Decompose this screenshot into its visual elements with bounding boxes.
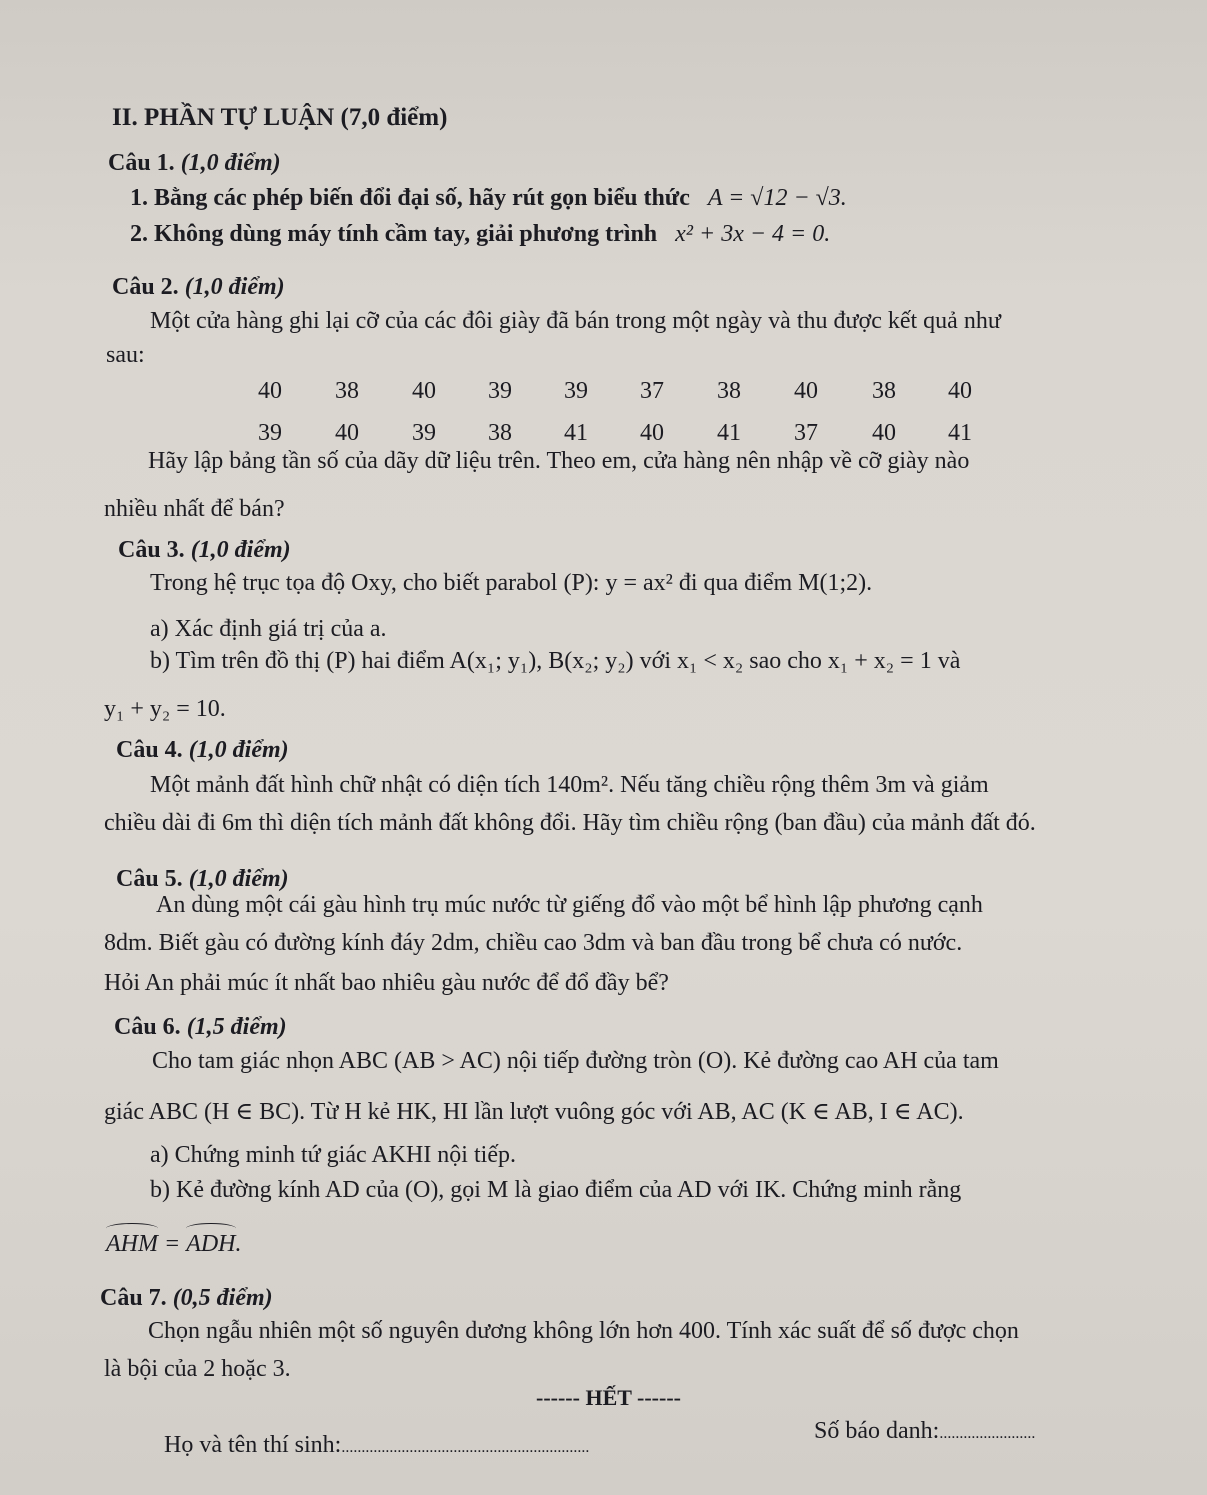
q2-line-3: Hãy lập bảng tần số của dãy dữ liệu trên. Theo em, cửa hàng nên nhập về cỡ giày nào bbox=[148, 448, 970, 474]
q7-line-2: là bội của 2 hoặc 3. bbox=[104, 1356, 291, 1382]
q6-line-1: Cho tam giác nhọn ABC (AB > AC) nội tiếp đường tròn (O). Kẻ đường cao AH của tam bbox=[152, 1048, 999, 1074]
q5-label: Câu 5. bbox=[116, 866, 183, 892]
q4-line-2: chiều dài đi 6m thì diện tích mảnh đất không đổi. Hãy tìm chiều rộng (ban đầu) của mảnh đất đó. bbox=[104, 810, 1036, 836]
q3-line-4: y₁ + y₂ = 10. bbox=[104, 696, 226, 722]
data-value: 40 bbox=[640, 420, 664, 446]
q2-heading bbox=[112, 272, 285, 302]
q3-label: Câu 3. bbox=[118, 537, 185, 563]
q6-label: Câu 6. bbox=[114, 1014, 181, 1040]
q2-line-4: nhiều nhất để bán? bbox=[104, 496, 285, 522]
candidate-id-field bbox=[814, 1416, 1035, 1449]
q6-line-2: giác ABC (H ∈ BC). Từ H kẻ HK, HI lần lượt vuông góc với AB, AC (K ∈ AB, I ∈ AC). bbox=[104, 1099, 964, 1125]
data-value: 38 bbox=[717, 378, 741, 404]
data-value: 37 bbox=[794, 420, 818, 446]
end-mark: ------ HẾT ------ bbox=[536, 1385, 681, 1410]
q4-heading bbox=[116, 735, 289, 765]
data-value: 40 bbox=[948, 378, 972, 404]
shoe-size-row-1 bbox=[0, 378, 1207, 408]
q5-line-3: Hỏi An phải múc ít nhất bao nhiêu gàu nước để đổ đầy bể? bbox=[104, 970, 669, 996]
data-value: 40 bbox=[335, 420, 359, 446]
q6-points: (1,5 điểm) bbox=[186, 1014, 287, 1040]
q7-heading bbox=[100, 1283, 273, 1313]
q2-line-1: Một cửa hàng ghi lại cỡ của các đôi giày đã bán trong một ngày và thu được kết quả như bbox=[150, 308, 1001, 334]
data-value: 40 bbox=[258, 378, 282, 404]
q6-line-5 bbox=[106, 1229, 242, 1259]
data-value: 41 bbox=[717, 420, 741, 446]
q3-line-1: Trong hệ trục tọa độ Oxy, cho biết parabol (P): y = ax² đi qua điểm M(1;2). bbox=[150, 570, 873, 596]
q4-points: (1,0 điểm) bbox=[188, 737, 289, 763]
data-value: 37 bbox=[640, 378, 664, 404]
angle-ahm: AHM bbox=[106, 1231, 158, 1257]
data-value: 39 bbox=[564, 378, 588, 404]
q6-heading bbox=[114, 1012, 287, 1042]
data-value: 39 bbox=[488, 378, 512, 404]
q3-line-2: a) Xác định giá trị của a. bbox=[150, 616, 387, 642]
q6-line-4: b) Kẻ đường kính AD của (O), gọi M là giao điểm của AD với IK. Chứng minh rằng bbox=[150, 1177, 962, 1203]
period: . bbox=[235, 1231, 242, 1257]
data-value: 41 bbox=[948, 420, 972, 446]
q5-line-2: 8dm. Biết gàu có đường kính đáy 2dm, chiều cao 3dm và ban đầu trong bể chưa có nước. bbox=[104, 930, 963, 956]
q5-line-1: An dùng một cái gàu hình trụ múc nước từ giếng đổ vào một bể hình lập phương cạnh bbox=[156, 892, 983, 918]
q1-points: (1,0 điểm) bbox=[180, 150, 281, 176]
q7-label: Câu 7. bbox=[100, 1285, 167, 1311]
q1-line-1 bbox=[130, 183, 847, 213]
q1-text-1: 1. Bằng các phép biến đổi đại số, hãy rút gọn biểu thức bbox=[130, 185, 690, 211]
q7-points: (0,5 điểm) bbox=[172, 1285, 273, 1311]
candidate-id-dots: ........................ bbox=[939, 1425, 1036, 1442]
equals-sign: = bbox=[157, 1231, 187, 1257]
data-value: 39 bbox=[412, 420, 436, 446]
data-value: 38 bbox=[872, 378, 896, 404]
angle-adh: ADH bbox=[186, 1231, 236, 1257]
q1-text-2: 2. Không dùng máy tính cầm tay, giải phương trình bbox=[130, 221, 658, 247]
candidate-name-dots: .............................................................. bbox=[341, 1439, 590, 1456]
data-value: 39 bbox=[258, 420, 282, 446]
q2-label: Câu 2. bbox=[112, 274, 179, 300]
q1-label: Câu 1. bbox=[108, 150, 175, 176]
q3-points: (1,0 điểm) bbox=[190, 537, 291, 563]
q2-points: (1,0 điểm) bbox=[184, 274, 285, 300]
data-value: 40 bbox=[412, 378, 436, 404]
data-value: 40 bbox=[794, 378, 818, 404]
q1-line-2 bbox=[130, 219, 830, 249]
data-value: 38 bbox=[488, 420, 512, 446]
q4-label: Câu 4. bbox=[116, 737, 183, 763]
q3-line-3: b) Tìm trên đồ thị (P) hai điểm A(x₁; y₁), B(x₂; y₂) với x₁ < x₂ sao cho x₁ + x₂ = 1 và bbox=[150, 648, 961, 674]
q5-points: (1,0 điểm) bbox=[188, 866, 289, 892]
q1-math-1: A = √12 − √3. bbox=[707, 185, 847, 211]
data-value: 40 bbox=[872, 420, 896, 446]
candidate-name-label: Họ và tên thí sinh: bbox=[164, 1432, 342, 1458]
section-title: II. PHẦN TỰ LUẬN (7,0 điểm) bbox=[112, 104, 448, 131]
q6-line-3: a) Chứng minh tứ giác AKHI nội tiếp. bbox=[150, 1142, 516, 1168]
q2-line-2: sau: bbox=[106, 342, 145, 368]
candidate-id-label: Số báo danh: bbox=[814, 1418, 940, 1444]
q4-line-1: Một mảnh đất hình chữ nhật có diện tích 140m². Nếu tăng chiều rộng thêm 3m và giảm bbox=[150, 772, 989, 798]
data-value: 38 bbox=[335, 378, 359, 404]
q3-heading bbox=[118, 535, 291, 565]
data-value: 41 bbox=[564, 420, 588, 446]
candidate-name-field bbox=[164, 1430, 589, 1463]
q1-math-2: x² + 3x − 4 = 0. bbox=[675, 221, 831, 247]
q1-heading bbox=[108, 148, 281, 178]
q7-line-1: Chọn ngẫu nhiên một số nguyên dương không lớn hơn 400. Tính xác suất để số được chọn bbox=[148, 1318, 1019, 1344]
